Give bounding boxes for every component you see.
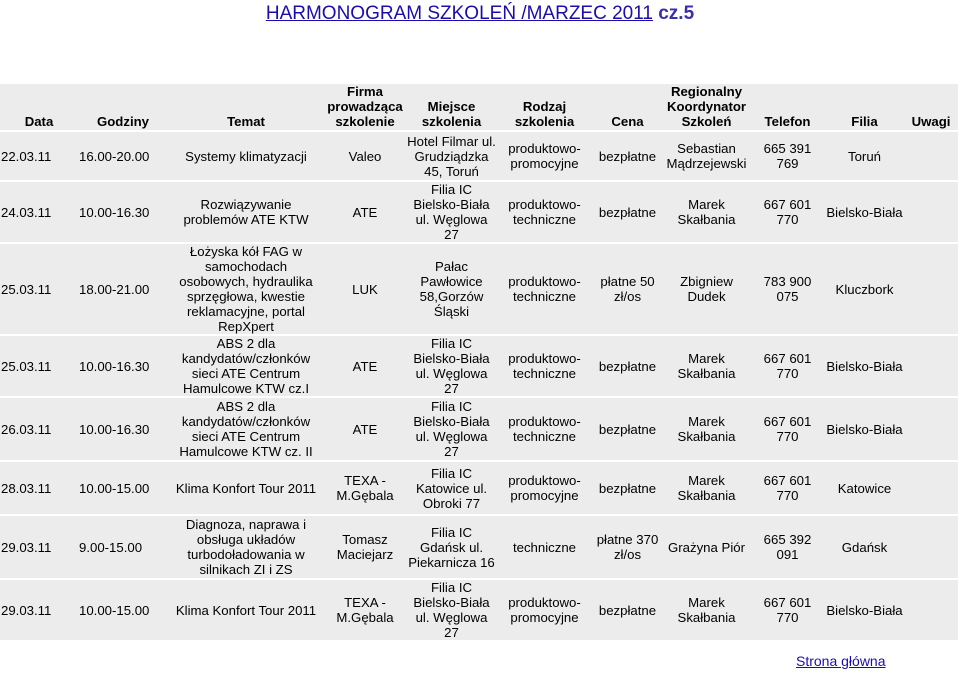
schedule-table — [0, 82, 958, 642]
type-cell: produktowo-techniczne — [497, 182, 592, 242]
price-cell: płatne 50 zł/os — [592, 244, 663, 334]
topic-cell: Systemy klimatyzacji — [168, 132, 324, 180]
topic-cell: Diagnoza, naprawa i obsługa układów turbodoładowania w silnikach ZI i ZS — [168, 516, 324, 578]
topic-cell: Rozwiązywanie problemów ATE KTW — [168, 182, 324, 242]
phone-cell: 783 900 075 — [750, 244, 825, 334]
type-cell: produktowo-promocyjne — [497, 132, 592, 180]
coordinator-cell: Marek Skałbania — [663, 580, 750, 640]
header-data: Data — [0, 84, 78, 130]
type-cell: produktowo-promocyjne — [497, 462, 592, 514]
price-cell: bezpłatne — [592, 182, 663, 242]
table-row — [0, 132, 958, 180]
hours-cell: 10.00-16.30 — [78, 182, 168, 242]
phone-cell: 665 392 091 — [750, 516, 825, 578]
company-cell: Tomasz Maciejarz — [324, 516, 406, 578]
branch-cell: Gdańsk — [825, 516, 904, 578]
type-cell: produktowo-promocyjne — [497, 580, 592, 640]
company-cell: TEXA - M.Gębala — [324, 580, 406, 640]
company-cell: Valeo — [324, 132, 406, 180]
notes-cell — [904, 336, 958, 396]
coordinator-cell: Sebastian Mądrzejewski — [663, 132, 750, 180]
price-cell: bezpłatne — [592, 462, 663, 514]
header-rodzaj: Rodzaj szkolenia — [497, 84, 592, 130]
topic-cell: Klima Konfort Tour 2011 — [168, 580, 324, 640]
branch-cell: Bielsko-Biała — [825, 336, 904, 396]
page-title — [0, 3, 960, 25]
phone-cell: 665 391 769 — [750, 132, 825, 180]
header-godziny: Godziny — [78, 84, 168, 130]
notes-cell — [904, 516, 958, 578]
hours-cell: 10.00-15.00 — [78, 462, 168, 514]
branch-cell: Bielsko-Biała — [825, 398, 904, 460]
branch-cell: Toruń — [825, 132, 904, 180]
header-koordynator: Regionalny Koordynator Szkoleń — [663, 84, 750, 130]
type-cell: produktowo-techniczne — [497, 336, 592, 396]
table-row — [0, 462, 958, 514]
header-uwagi: Uwagi — [904, 84, 958, 130]
place-cell: Filia IC Bielsko-Biała ul. Węglowa 27 — [406, 336, 497, 396]
place-cell: Filia IC Bielsko-Biała ul. Węglowa 27 — [406, 398, 497, 460]
header-telefon: Telefon — [750, 84, 825, 130]
coordinator-cell: Grażyna Piór — [663, 516, 750, 578]
date-cell: 26.03.11 — [0, 398, 78, 460]
notes-cell — [904, 244, 958, 334]
coordinator-cell: Zbigniew Dudek — [663, 244, 750, 334]
company-cell: ATE — [324, 182, 406, 242]
coordinator-cell: Marek Skałbania — [663, 462, 750, 514]
topic-cell: Łożyska kół FAG w samochodach osobowych, hydraulika sprzęgłowa, kwestie reklamacyjne, portal RepXpert — [168, 244, 324, 334]
header-filia: Filia — [825, 84, 904, 130]
branch-cell: Katowice — [825, 462, 904, 514]
type-cell: produktowo-techniczne — [497, 244, 592, 334]
hours-cell: 10.00-16.30 — [78, 398, 168, 460]
company-cell: TEXA - M.Gębala — [324, 462, 406, 514]
table-row — [0, 580, 958, 640]
date-cell: 22.03.11 — [0, 132, 78, 180]
price-cell: bezpłatne — [592, 580, 663, 640]
header-temat: Temat — [168, 84, 324, 130]
topic-cell: Klima Konfort Tour 2011 — [168, 462, 324, 514]
date-cell: 28.03.11 — [0, 462, 78, 514]
header-firma: Firma prowadząca szkolenie — [324, 84, 406, 130]
branch-cell: Bielsko-Biała — [825, 182, 904, 242]
part-label: cz.5 — [658, 3, 695, 24]
place-cell: Filia IC Katowice ul. Obroki 77 — [406, 462, 497, 514]
company-cell: LUK — [324, 244, 406, 334]
coordinator-cell: Marek Skałbania — [663, 182, 750, 242]
table-row — [0, 336, 958, 396]
price-cell: bezpłatne — [592, 336, 663, 396]
hours-cell: 10.00-15.00 — [78, 580, 168, 640]
company-cell: ATE — [324, 336, 406, 396]
coordinator-cell: Marek Skałbania — [663, 336, 750, 396]
price-cell: bezpłatne — [592, 398, 663, 460]
hours-cell: 9.00-15.00 — [78, 516, 168, 578]
topic-cell: ABS 2 dla kandydatów/członków sieci ATE Centrum Hamulcowe KTW cz. II — [168, 398, 324, 460]
place-cell: Filia IC Gdańsk ul. Piekarnicza 16 — [406, 516, 497, 578]
table-row — [0, 398, 958, 460]
coordinator-cell: Marek Skałbania — [663, 398, 750, 460]
table-header-row — [0, 84, 958, 130]
notes-cell — [904, 398, 958, 460]
date-cell: 24.03.11 — [0, 182, 78, 242]
place-cell: Pałac Pawłowice 58,Gorzów Śląski — [406, 244, 497, 334]
phone-cell: 667 601 770 — [750, 462, 825, 514]
notes-cell — [904, 182, 958, 242]
type-cell: produktowo-techniczne — [497, 398, 592, 460]
branch-cell: Bielsko-Biała — [825, 580, 904, 640]
table-row — [0, 244, 958, 334]
type-cell: techniczne — [497, 516, 592, 578]
company-cell: ATE — [324, 398, 406, 460]
phone-cell: 667 601 770 — [750, 580, 825, 640]
table-row — [0, 516, 958, 578]
home-link[interactable]: Strona główna — [796, 653, 886, 669]
place-cell: Filia IC Bielsko-Biała ul. Węglowa 27 — [406, 580, 497, 640]
date-cell: 29.03.11 — [0, 580, 78, 640]
phone-cell: 667 601 770 — [750, 182, 825, 242]
place-cell: Filia IC Bielsko-Biała ul. Węglowa 27 — [406, 182, 497, 242]
table-row — [0, 182, 958, 242]
topic-cell: ABS 2 dla kandydatów/członków sieci ATE Centrum Hamulcowe KTW cz.I — [168, 336, 324, 396]
hours-cell: 16.00-20.00 — [78, 132, 168, 180]
notes-cell — [904, 580, 958, 640]
header-miejsce: Miejsce szkolenia — [406, 84, 497, 130]
date-cell: 25.03.11 — [0, 244, 78, 334]
branch-cell: Kluczbork — [825, 244, 904, 334]
hours-cell: 18.00-21.00 — [78, 244, 168, 334]
price-cell: bezpłatne — [592, 132, 663, 180]
phone-cell: 667 601 770 — [750, 398, 825, 460]
hours-cell: 10.00-16.30 — [78, 336, 168, 396]
page-title-link[interactable]: HARMONOGRAM SZKOLEŃ /MARZEC 2011 — [265, 3, 653, 24]
date-cell: 29.03.11 — [0, 516, 78, 578]
header-cena: Cena — [592, 84, 663, 130]
notes-cell — [904, 132, 958, 180]
date-cell: 25.03.11 — [0, 336, 78, 396]
price-cell: płatne 370 zł/os — [592, 516, 663, 578]
place-cell: Hotel Filmar ul. Grudziądzka 45, Toruń — [407, 133, 496, 179]
phone-cell: 667 601 770 — [750, 336, 825, 396]
notes-cell — [904, 462, 958, 514]
